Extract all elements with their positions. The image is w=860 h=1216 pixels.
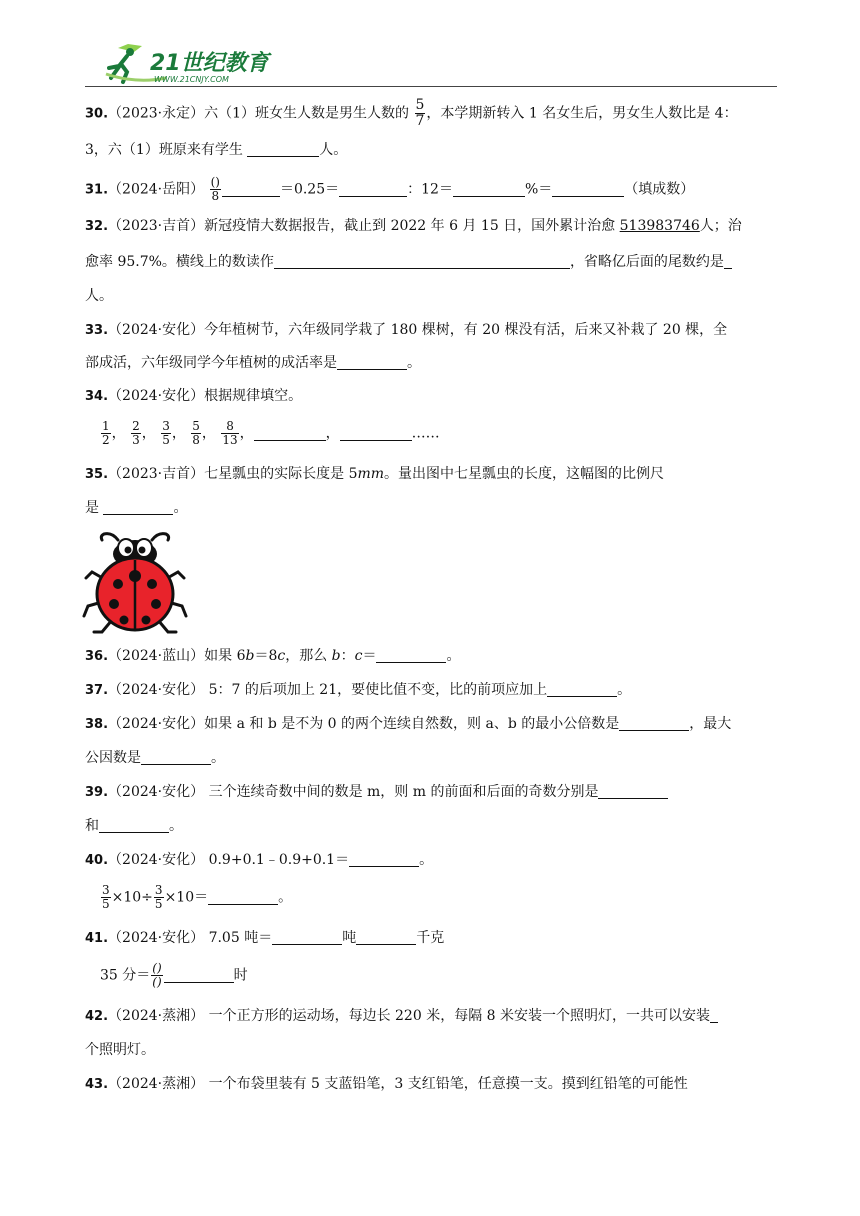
question-33-cont: 部成活，六年级同学今年植树的成活率是 。 <box>85 355 421 371</box>
fraction: $\frac{()}{8}$ <box>210 175 220 203</box>
question-35: 35.（2023·吉首）七星瓢虫的实际长度是 5mm。量出图中七星瓢虫的长度，这幅图的比例尺 <box>85 466 665 482</box>
question-43: 43.（2024·蒸湘） 一个布袋里装有 5 支蓝铅笔，3 支红铅笔，任意摸一支。摸到红铅笔的可能性 <box>85 1076 688 1092</box>
answer-blank[interactable] <box>598 784 668 799</box>
question-41-cont: 35 分＝ $\frac{()}{()}$ 时 <box>100 961 248 989</box>
question-31: 31.（2024·岳阳） $\frac{()}{8}$ ＝0.25＝ ：12＝ %＝ （填成数） <box>85 175 695 203</box>
answer-blank[interactable] <box>376 648 446 663</box>
answer-blank[interactable] <box>247 142 319 157</box>
answer-blank[interactable] <box>619 716 689 731</box>
fraction: $\frac{5}{8}$ <box>192 419 200 447</box>
answer-blank[interactable] <box>254 426 326 441</box>
answer-blank[interactable] <box>141 750 211 765</box>
question-32-cont: 愈率 95.7%。横线上的数读作 ，省略亿后面的尾数约是 <box>85 252 785 272</box>
question-37: 37.（2024·安化） 5：7 的后项加上 21，要使比值不变，比的前项应加上 。 <box>85 682 632 698</box>
question-38-cont: 公因数是 。 <box>85 750 225 766</box>
question-39: 39.（2024·安化） 三个连续奇数中间的数是 m，则 m 的前面和后面的奇数分别是 <box>85 782 785 803</box>
brand-text: 21世纪教育 <box>150 51 269 76</box>
answer-blank[interactable] <box>340 426 412 441</box>
question-30: 30.（2023·永定）六（1）班女生人数是男生人数的 $\frac{5}{7}$ ，本学期新转入 1 名女生后，男女生人数比是 4： <box>85 97 738 129</box>
answer-blank[interactable] <box>164 968 234 983</box>
question-40: 40.（2024·安化） 0.9+0.1﹣0.9+0.1＝ 。 <box>85 852 434 868</box>
header-rule <box>85 86 777 87</box>
answer-blank[interactable] <box>103 500 173 515</box>
question-38: 38.（2024·安化）如果 a 和 b 是不为 0 的两个连续自然数，则 a、b 的最小公倍数是 ，最大 <box>85 716 732 732</box>
answer-blank[interactable] <box>99 818 169 833</box>
question-39-cont: 和 。 <box>85 818 183 834</box>
question-40-expr: $\frac{3}{5}$ ×10÷ $\frac{3}{5}$ ×10＝ 。 <box>102 883 293 911</box>
question-35-cont: 是 。 <box>85 500 188 516</box>
fraction: $\frac{5}{7}$ <box>415 97 425 129</box>
question-34-sequence: $\frac{1}{2}$ ， $\frac{2}{3}$ ， $\frac{3}{5}$ ， $\frac{5}{8}$ ， $\frac{8}{13}$ ， ， …… <box>102 419 440 447</box>
answer-blank[interactable] <box>337 355 407 370</box>
answer-blank[interactable] <box>552 182 624 197</box>
fraction: $\frac{()}{()}$ <box>152 961 162 989</box>
fraction: $\frac{1}{2}$ <box>102 419 110 447</box>
question-32-cont2: 人。 <box>85 288 113 304</box>
fraction: $\frac{3}{5}$ <box>102 883 110 911</box>
answer-blank[interactable] <box>453 182 525 197</box>
brand-url: WWW.21CNJY.COM <box>154 75 229 84</box>
answer-blank[interactable] <box>208 890 278 905</box>
question-42-cont: 个照明灯。 <box>85 1042 155 1058</box>
question-36: 36.（2024·蓝山）如果 6b＝8c，那么 b：c＝ 。 <box>85 648 461 664</box>
fraction: $\frac{3}{5}$ <box>154 883 163 911</box>
answer-blank[interactable] <box>349 852 419 867</box>
answer-blank[interactable] <box>272 930 342 945</box>
question-32: 32.（2023·吉首）新冠疫情大数据报告，截止到 2022 年 6 月 15 日，国外累计治愈 513983746人；治 <box>85 218 742 234</box>
answer-blank[interactable] <box>547 682 617 697</box>
underlined-number: 513983746 <box>619 218 700 234</box>
site-logo <box>100 40 280 86</box>
answer-blank[interactable] <box>339 182 407 197</box>
answer-blank[interactable] <box>710 1008 718 1023</box>
question-42: 42.（2024·蒸湘） 一个正方形的运动场，每边长 220 米，每隔 8 米安装一个照明灯，一共可以安装 <box>85 1006 785 1027</box>
question-33: 33.（2024·安化）今年植树节，六年级同学栽了 180 棵树，有 20 棵没有活，后来又补栽了 20 棵，全 <box>85 322 728 338</box>
answer-blank[interactable] <box>274 254 570 269</box>
fraction: $\frac{2}{3}$ <box>132 419 140 447</box>
question-34: 34.（2024·安化）根据规律填空。 <box>85 388 303 404</box>
fraction: $\frac{8}{13}$ <box>222 419 238 447</box>
question-41: 41.（2024·安化） 7.05 吨＝ 吨 千克 <box>85 930 445 946</box>
answer-blank[interactable] <box>356 930 416 945</box>
ladybug-illustration <box>82 528 188 636</box>
question-30-cont: 3，六（1）班原来有学生 人。 <box>85 142 348 158</box>
answer-blank[interactable] <box>222 182 280 197</box>
fraction: $\frac{3}{5}$ <box>162 419 170 447</box>
answer-blank[interactable] <box>724 254 732 269</box>
